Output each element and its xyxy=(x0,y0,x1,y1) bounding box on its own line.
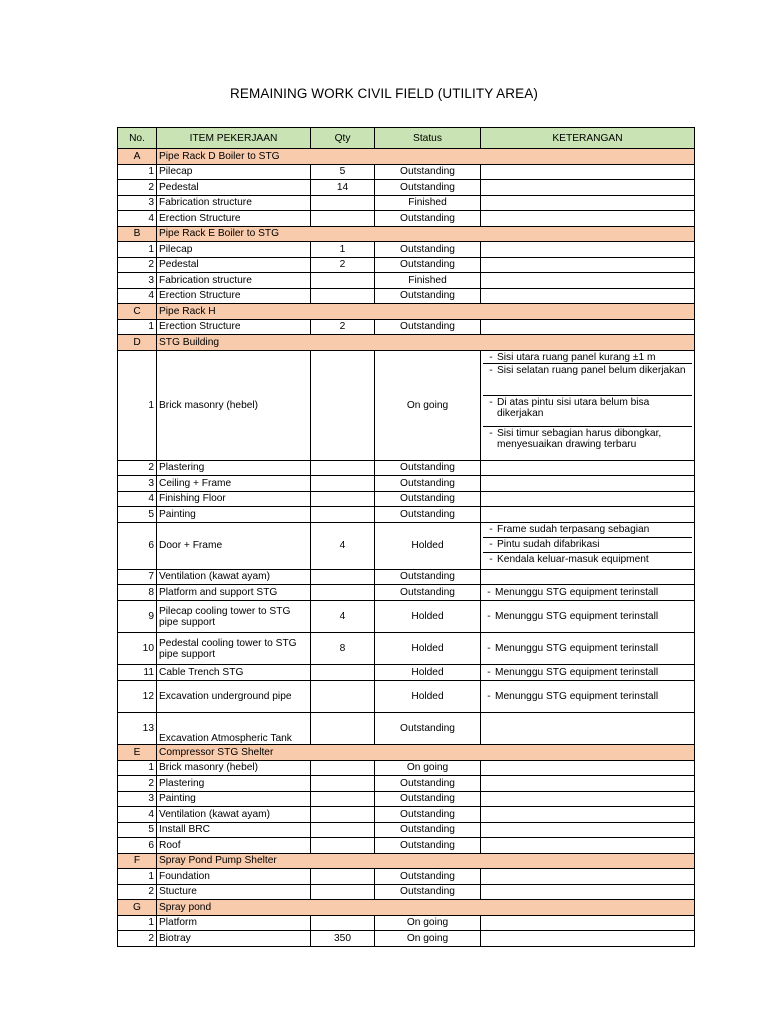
item-status: Outstanding xyxy=(375,242,481,258)
item-qty xyxy=(311,760,375,776)
item-keterangan xyxy=(481,665,695,681)
bullet-dash: - xyxy=(489,553,493,565)
item-number: 1 xyxy=(118,164,157,180)
item-status: Outstanding xyxy=(375,776,481,792)
note-text: Kendala keluar-masuk equipment xyxy=(497,553,649,565)
section-title: Spray Pond Pump Shelter xyxy=(157,853,695,869)
item-keterangan xyxy=(481,713,695,745)
table-row xyxy=(118,760,695,776)
item-number: 3 xyxy=(118,195,157,211)
bullet-dash: - xyxy=(487,667,491,678)
item-keterangan xyxy=(481,760,695,776)
keterangan-note xyxy=(483,538,692,553)
header-no: No. xyxy=(118,128,157,149)
item-qty: 2 xyxy=(311,319,375,335)
note-text: Pintu sudah difabrikasi xyxy=(497,538,600,550)
item-qty xyxy=(311,838,375,854)
item-qty xyxy=(311,869,375,885)
item-qty xyxy=(311,713,375,745)
section-code: A xyxy=(118,149,157,165)
item-number: 1 xyxy=(118,760,157,776)
table-row xyxy=(118,350,695,460)
item-number: 2 xyxy=(118,884,157,900)
item-qty: 350 xyxy=(311,931,375,947)
item-number: 6 xyxy=(118,838,157,854)
table-row xyxy=(118,791,695,807)
table-row xyxy=(118,931,695,947)
item-name: Plastering xyxy=(157,460,311,476)
item-status: Outstanding xyxy=(375,507,481,523)
bullet-dash: - xyxy=(489,364,493,376)
note-text: Di atas pintu sisi utara belum bisa dikerjakan xyxy=(497,396,650,419)
table-row xyxy=(118,633,695,665)
item-keterangan xyxy=(481,164,695,180)
table-row xyxy=(118,569,695,585)
item-number: 6 xyxy=(118,522,157,569)
section-code: B xyxy=(118,226,157,242)
section-title: Compressor STG Shelter xyxy=(157,745,695,761)
item-name: Pedestal cooling tower to STG pipe support xyxy=(157,633,311,665)
item-number: 9 xyxy=(118,601,157,633)
item-qty xyxy=(311,807,375,823)
item-status: On going xyxy=(375,915,481,931)
item-keterangan xyxy=(481,507,695,523)
item-keterangan xyxy=(481,681,695,713)
item-number: 1 xyxy=(118,869,157,885)
item-name: Door + Frame xyxy=(157,522,311,569)
table-row xyxy=(118,491,695,507)
item-qty xyxy=(311,211,375,227)
item-status: Holded xyxy=(375,665,481,681)
item-qty: 4 xyxy=(311,601,375,633)
table-row xyxy=(118,822,695,838)
work-table xyxy=(117,127,695,947)
note-text: Frame sudah terpasang sebagian xyxy=(497,523,650,535)
section-code: E xyxy=(118,745,157,761)
table-row xyxy=(118,257,695,273)
keterangan-note xyxy=(483,643,692,654)
item-status: Outstanding xyxy=(375,180,481,196)
item-status: Holded xyxy=(375,601,481,633)
section-row xyxy=(118,335,695,351)
item-keterangan xyxy=(481,319,695,335)
table-row xyxy=(118,807,695,823)
note-text: Sisi timur sebagian harus dibongkar, menyesuaikan drawing terbaru xyxy=(497,427,662,450)
table-row xyxy=(118,319,695,335)
item-number: 10 xyxy=(118,633,157,665)
item-name: Brick masonry (hebel) xyxy=(157,760,311,776)
item-status: Outstanding xyxy=(375,585,481,601)
table-row xyxy=(118,713,695,745)
section-code: G xyxy=(118,900,157,916)
item-number: 5 xyxy=(118,507,157,523)
bullet-dash: - xyxy=(489,427,493,439)
item-status: Outstanding xyxy=(375,569,481,585)
item-status: Outstanding xyxy=(375,460,481,476)
item-name: Excavation Atmospheric Tank xyxy=(157,713,311,745)
table-row xyxy=(118,776,695,792)
table-row xyxy=(118,869,695,885)
section-code: C xyxy=(118,304,157,320)
item-qty xyxy=(311,776,375,792)
item-name: Pedestal xyxy=(157,257,311,273)
section-title: Pipe Rack H xyxy=(157,304,695,320)
item-status: Outstanding xyxy=(375,838,481,854)
item-qty xyxy=(311,195,375,211)
item-number: 3 xyxy=(118,476,157,492)
section-title: Spray pond xyxy=(157,900,695,916)
item-status: On going xyxy=(375,931,481,947)
item-status: Outstanding xyxy=(375,791,481,807)
section-row xyxy=(118,304,695,320)
item-number: 4 xyxy=(118,211,157,227)
item-qty xyxy=(311,491,375,507)
table-row xyxy=(118,180,695,196)
bullet-dash: - xyxy=(487,691,491,702)
item-qty xyxy=(311,288,375,304)
item-number: 4 xyxy=(118,491,157,507)
item-keterangan xyxy=(481,585,695,601)
table-row xyxy=(118,522,695,569)
item-status: Outstanding xyxy=(375,822,481,838)
table-row xyxy=(118,585,695,601)
section-row xyxy=(118,853,695,869)
item-status: Finished xyxy=(375,195,481,211)
section-title: Pipe Rack E Boiler to STG xyxy=(157,226,695,242)
item-number: 2 xyxy=(118,257,157,273)
section-row xyxy=(118,900,695,916)
item-status: Outstanding xyxy=(375,713,481,745)
item-number: 2 xyxy=(118,180,157,196)
item-keterangan xyxy=(481,822,695,838)
item-name: Painting xyxy=(157,791,311,807)
item-qty: 2 xyxy=(311,257,375,273)
header-item: ITEM PEKERJAAN xyxy=(157,128,311,149)
item-status: Outstanding xyxy=(375,884,481,900)
item-number: 1 xyxy=(118,915,157,931)
item-name: Roof xyxy=(157,838,311,854)
item-keterangan xyxy=(481,601,695,633)
item-qty xyxy=(311,665,375,681)
item-keterangan xyxy=(481,288,695,304)
document-title: REMAINING WORK CIVIL FIELD (UTILITY AREA) xyxy=(230,86,538,101)
item-status: Outstanding xyxy=(375,164,481,180)
item-name: Biotray xyxy=(157,931,311,947)
header-qty: Qty xyxy=(311,128,375,149)
section-row xyxy=(118,149,695,165)
item-qty: 1 xyxy=(311,242,375,258)
bullet-dash: - xyxy=(489,351,493,363)
item-number: 5 xyxy=(118,822,157,838)
table-row xyxy=(118,164,695,180)
item-number: 12 xyxy=(118,681,157,713)
item-status: Outstanding xyxy=(375,257,481,273)
item-number: 1 xyxy=(118,242,157,258)
item-status: Outstanding xyxy=(375,869,481,885)
item-status: Outstanding xyxy=(375,211,481,227)
item-name: Cable Trench STG xyxy=(157,665,311,681)
table-row xyxy=(118,915,695,931)
item-qty xyxy=(311,350,375,460)
item-status: Outstanding xyxy=(375,491,481,507)
bullet-dash: - xyxy=(487,587,491,598)
keterangan-note xyxy=(483,553,692,569)
item-keterangan xyxy=(481,350,695,460)
item-qty xyxy=(311,476,375,492)
item-name: Fabrication structure xyxy=(157,273,311,289)
item-number: 1 xyxy=(118,350,157,460)
item-number: 13 xyxy=(118,713,157,745)
item-name: Erection Structure xyxy=(157,319,311,335)
item-qty xyxy=(311,822,375,838)
item-name: Erection Structure xyxy=(157,211,311,227)
item-keterangan xyxy=(481,180,695,196)
section-title: Pipe Rack D Boiler to STG xyxy=(157,149,695,165)
keterangan-note xyxy=(483,427,692,460)
table-row xyxy=(118,601,695,633)
item-qty xyxy=(311,915,375,931)
item-status: Holded xyxy=(375,633,481,665)
item-name: Finishing Floor xyxy=(157,491,311,507)
section-row xyxy=(118,226,695,242)
item-number: 4 xyxy=(118,807,157,823)
item-name: Foundation xyxy=(157,869,311,885)
table-body xyxy=(118,149,695,947)
item-keterangan xyxy=(481,869,695,885)
item-name: Plastering xyxy=(157,776,311,792)
item-number: 7 xyxy=(118,569,157,585)
item-keterangan xyxy=(481,931,695,947)
item-status: Outstanding xyxy=(375,476,481,492)
item-name: Pilecap cooling tower to STG pipe support xyxy=(157,601,311,633)
item-status: Outstanding xyxy=(375,319,481,335)
header-status: Status xyxy=(375,128,481,149)
item-keterangan xyxy=(481,633,695,665)
bullet-dash: - xyxy=(487,643,491,654)
bullet-dash: - xyxy=(487,611,491,622)
item-keterangan xyxy=(481,915,695,931)
item-name: Ventilation (kawat ayam) xyxy=(157,807,311,823)
item-keterangan xyxy=(481,242,695,258)
item-name: Stucture xyxy=(157,884,311,900)
item-number: 2 xyxy=(118,931,157,947)
item-name: Brick masonry (hebel) xyxy=(157,350,311,460)
note-text: Menunggu STG equipment terinstall xyxy=(495,667,659,678)
item-name: Fabrication structure xyxy=(157,195,311,211)
item-name: Platform and support STG xyxy=(157,585,311,601)
item-qty: 8 xyxy=(311,633,375,665)
item-number: 11 xyxy=(118,665,157,681)
item-qty xyxy=(311,460,375,476)
table-row xyxy=(118,273,695,289)
keterangan-note xyxy=(483,691,692,702)
item-name: Pilecap xyxy=(157,164,311,180)
keterangan-note xyxy=(483,523,692,538)
keterangan-note xyxy=(483,351,692,364)
item-keterangan xyxy=(481,522,695,569)
keterangan-note xyxy=(483,396,692,427)
item-status: Finished xyxy=(375,273,481,289)
table-row xyxy=(118,476,695,492)
note-text: Menunggu STG equipment terinstall xyxy=(495,587,659,598)
section-row xyxy=(118,745,695,761)
table-row xyxy=(118,884,695,900)
item-number: 4 xyxy=(118,288,157,304)
note-text: Sisi utara ruang panel kurang ±1 m xyxy=(497,351,656,363)
keterangan-note xyxy=(483,587,692,598)
item-status: On going xyxy=(375,760,481,776)
section-code: D xyxy=(118,335,157,351)
item-qty: 14 xyxy=(311,180,375,196)
item-name: Excavation underground pipe xyxy=(157,681,311,713)
table-row xyxy=(118,665,695,681)
keterangan-note xyxy=(483,611,692,622)
item-status: Outstanding xyxy=(375,288,481,304)
table-row xyxy=(118,460,695,476)
item-keterangan xyxy=(481,491,695,507)
item-qty xyxy=(311,507,375,523)
item-keterangan xyxy=(481,807,695,823)
item-keterangan xyxy=(481,195,695,211)
keterangan-note xyxy=(483,667,692,678)
table-header-row xyxy=(118,128,695,149)
note-text: Sisi selatan ruang panel belum dikerjakan xyxy=(497,364,686,376)
item-qty xyxy=(311,791,375,807)
item-keterangan xyxy=(481,884,695,900)
table-row xyxy=(118,288,695,304)
item-qty: 5 xyxy=(311,164,375,180)
note-text: Menunggu STG equipment terinstall xyxy=(495,611,659,622)
item-qty xyxy=(311,884,375,900)
item-number: 3 xyxy=(118,273,157,289)
item-status: On going xyxy=(375,350,481,460)
item-keterangan xyxy=(481,211,695,227)
item-keterangan xyxy=(481,476,695,492)
item-keterangan xyxy=(481,838,695,854)
table-row xyxy=(118,211,695,227)
item-qty xyxy=(311,273,375,289)
item-name: Platform xyxy=(157,915,311,931)
item-name: Pedestal xyxy=(157,180,311,196)
section-title: STG Building xyxy=(157,335,695,351)
item-name: Pilecap xyxy=(157,242,311,258)
bullet-dash: - xyxy=(489,396,493,408)
item-keterangan xyxy=(481,257,695,273)
item-keterangan xyxy=(481,273,695,289)
item-keterangan xyxy=(481,776,695,792)
item-name: Erection Structure xyxy=(157,288,311,304)
item-name: Painting xyxy=(157,507,311,523)
note-text: Menunggu STG equipment terinstall xyxy=(495,691,659,702)
item-qty xyxy=(311,585,375,601)
item-number: 8 xyxy=(118,585,157,601)
item-number: 3 xyxy=(118,791,157,807)
bullet-dash: - xyxy=(489,523,493,535)
table-row xyxy=(118,838,695,854)
item-keterangan xyxy=(481,460,695,476)
header-keterangan: KETERANGAN xyxy=(481,128,695,149)
item-status: Holded xyxy=(375,681,481,713)
table-row xyxy=(118,242,695,258)
section-code: F xyxy=(118,853,157,869)
item-keterangan xyxy=(481,791,695,807)
item-number: 1 xyxy=(118,319,157,335)
bullet-dash: - xyxy=(489,538,493,550)
item-qty xyxy=(311,569,375,585)
item-name: Ceiling + Frame xyxy=(157,476,311,492)
item-keterangan xyxy=(481,569,695,585)
item-status: Holded xyxy=(375,522,481,569)
table-row xyxy=(118,507,695,523)
keterangan-note xyxy=(483,364,692,396)
item-name: Install BRC xyxy=(157,822,311,838)
item-qty xyxy=(311,681,375,713)
table-row xyxy=(118,195,695,211)
item-qty: 4 xyxy=(311,522,375,569)
item-name: Ventilation (kawat ayam) xyxy=(157,569,311,585)
item-number: 2 xyxy=(118,460,157,476)
table-row xyxy=(118,681,695,713)
note-text: Menunggu STG equipment terinstall xyxy=(495,643,659,654)
item-number: 2 xyxy=(118,776,157,792)
item-status: Outstanding xyxy=(375,807,481,823)
